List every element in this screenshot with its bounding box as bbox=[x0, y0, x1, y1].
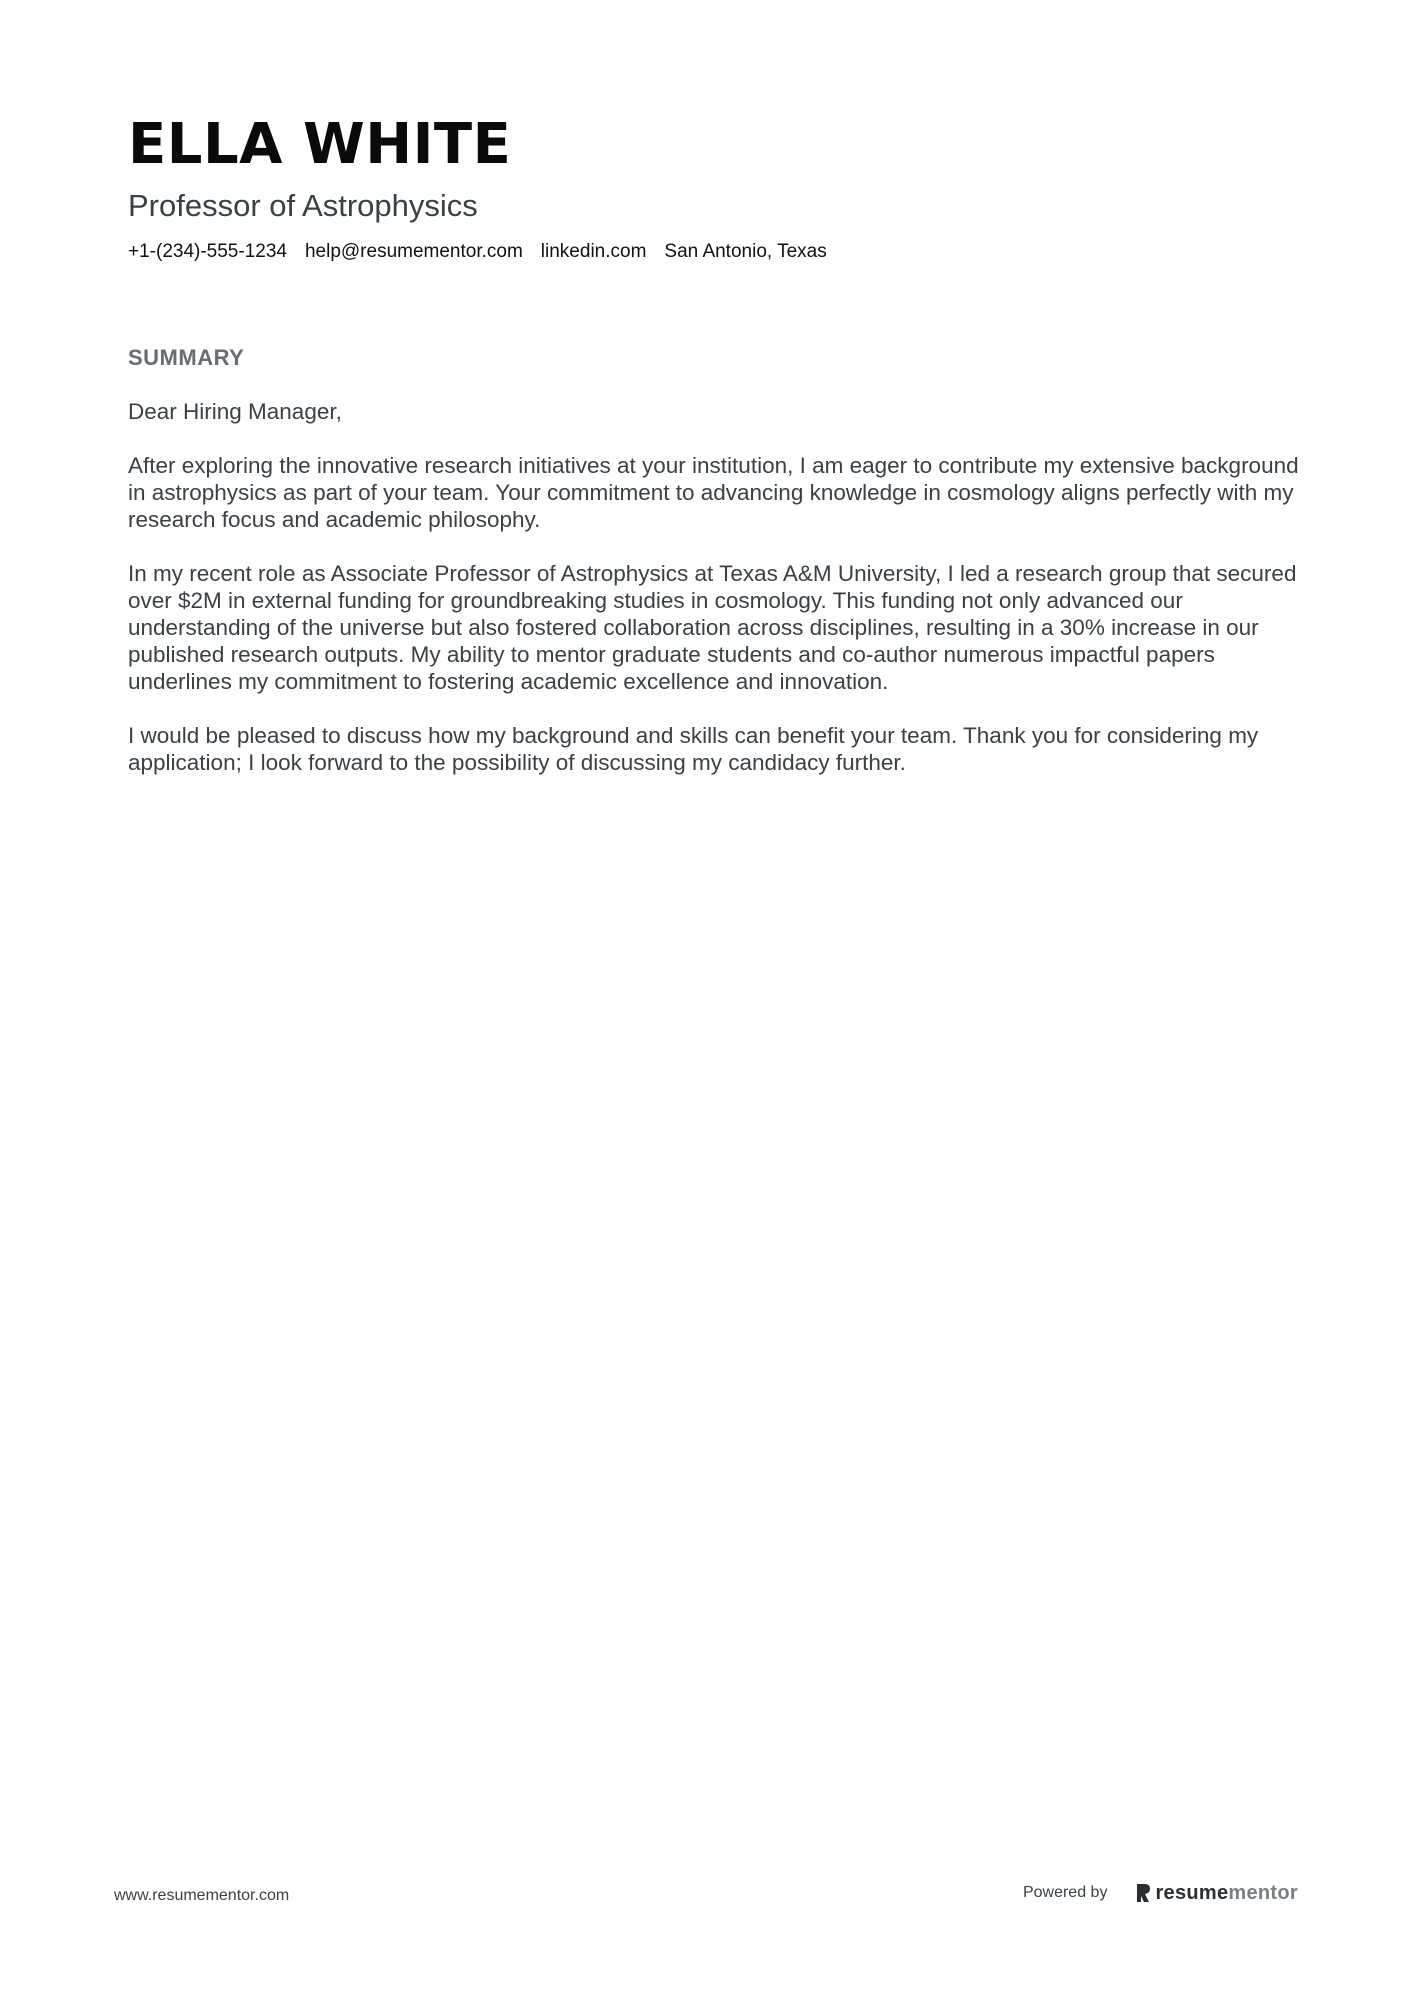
section-heading: SUMMARY bbox=[128, 345, 245, 370]
brand-wordmark-light: mentor bbox=[1228, 1882, 1298, 1904]
candidate-name: ELLA WHITE bbox=[128, 112, 512, 177]
resumementor-logo-icon bbox=[1135, 1883, 1151, 1903]
job-title: Professor of Astrophysics bbox=[128, 188, 478, 223]
footer-website: www.resumementor.com bbox=[114, 1887, 290, 1904]
letter-body bbox=[128, 398, 1308, 776]
contact-location: San Antonio, Texas bbox=[664, 241, 827, 262]
brand-logo bbox=[1135, 1882, 1298, 1904]
contact-info bbox=[128, 240, 1288, 264]
letter-paragraph: I would be pleased to discuss how my background and skills can benefit your team. Thank you for considering my application; I look forward to the possibility of discussing my candidacy further. bbox=[128, 723, 1259, 775]
contact-phone: +1-(234)-555-1234 bbox=[128, 241, 287, 262]
contact-email: help@resumementor.com bbox=[304, 241, 523, 262]
letter-paragraph: After exploring the innovative research initiatives at your institution, I am eager to contribute my extensive background in astrophysics as part of your team. Your commitment to advancing knowledge in cosmology aligns perfectly with my research focus and academic philosophy. bbox=[128, 453, 1299, 532]
brand-wordmark-bold: resume bbox=[1155, 1882, 1229, 1904]
brand-wordmark bbox=[1155, 1882, 1298, 1904]
header bbox=[128, 112, 1288, 264]
contact-linkedin: linkedin.com bbox=[540, 241, 647, 262]
summary-section bbox=[128, 344, 1308, 803]
powered-by-label: Powered by bbox=[1022, 1884, 1108, 1901]
footer-branding bbox=[1023, 1882, 1298, 1904]
salutation: Dear Hiring Manager, bbox=[128, 399, 342, 424]
letter-paragraph: In my recent role as Associate Professor of Astrophysics at Texas A&M University, I led a research group that secured over $2M in external funding for groundbreaking studies in cosmology. This funding not only advanced our understanding of the universe but also fostered collaboration across disciplines, resulting in a 30% increase in our published research outputs. My ability to mentor graduate students and co-author numerous impactful papers underlines my commitment to fostering academic excellence and innovation. bbox=[128, 561, 1297, 694]
